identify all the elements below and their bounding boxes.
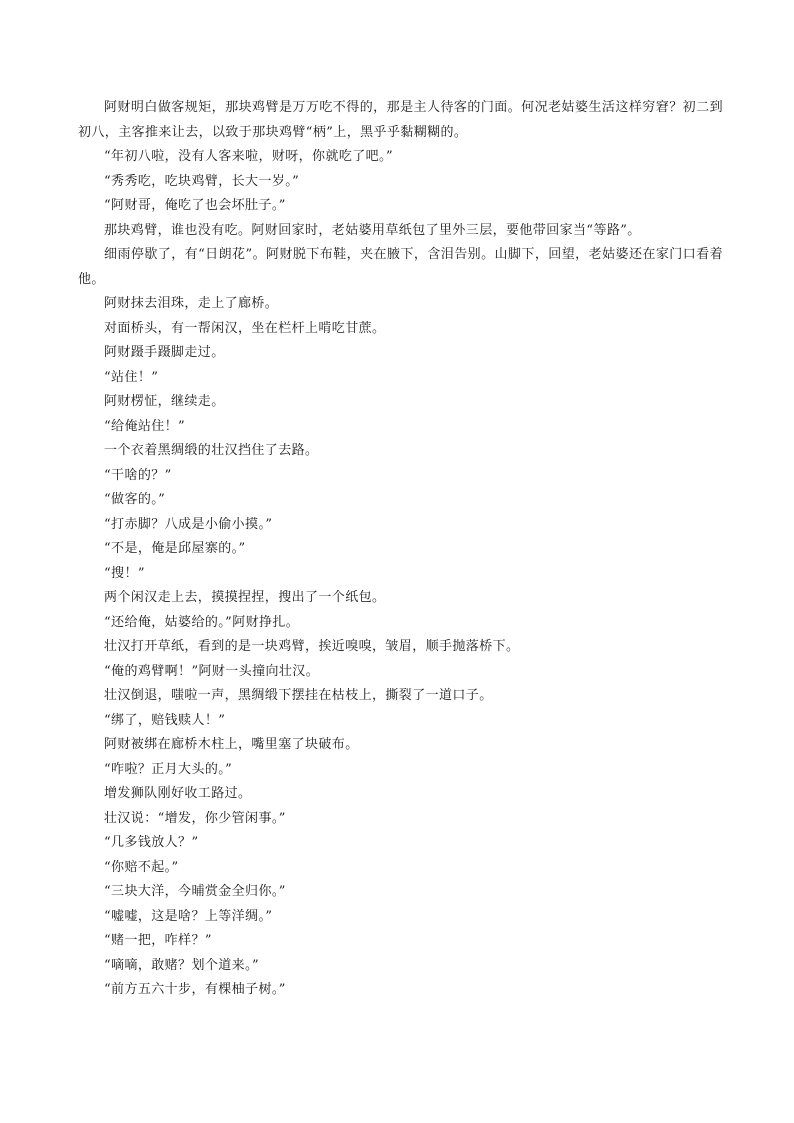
story-paragraph: “几多钱放人？” bbox=[104, 835, 199, 850]
story-paragraph: 那块鸡臂，谁也没有吃。阿财回家时，老姑婆用草纸包了里外三层，要他带回家当“等路”。 bbox=[104, 222, 641, 238]
story-paragraph: “前方五六十步，有棵柚子树。” bbox=[104, 982, 286, 997]
story-paragraph: 对面桥头，有一帮闲汉，坐在栏杆上啃吃甘蔗。 bbox=[104, 320, 386, 336]
story-paragraph: 阿财楞怔，继续走。 bbox=[104, 394, 225, 409]
story-paragraph: “年初八啦，没有人客来啦，财呀，你就吃了吧。” bbox=[104, 149, 393, 164]
story-paragraph: “不是，俺是邱屋寨的。” bbox=[104, 541, 246, 556]
story-paragraph: “三块大洋，今晡赏金全归你。” bbox=[104, 884, 286, 899]
story-paragraph: “还给俺，姑婆给的。”阿财挣扎。 bbox=[104, 614, 300, 630]
story-paragraph: 增发狮队刚好收工路过。 bbox=[104, 786, 252, 801]
story-paragraph: “嘘嘘，这是啥？上等洋绸。” bbox=[104, 908, 273, 924]
story-paragraph: “打赤脚？八成是小偷小摸。” bbox=[104, 516, 273, 532]
story-text bbox=[78, 96, 723, 1003]
story-paragraph: “咋啦？正月大头的。” bbox=[104, 761, 233, 777]
story-paragraph: “你赔不起。” bbox=[104, 859, 179, 875]
story-paragraph: “站住！” bbox=[104, 369, 159, 385]
story-paragraph: “赌一把，咋样？” bbox=[104, 933, 212, 948]
story-paragraph: 壮汉倒退，嗤啦一声，黑绸缎下摆挂在枯枝上，撕裂了一道口子。 bbox=[104, 688, 493, 703]
story-paragraph: “秀秀吃，吃块鸡臂，长大一岁。” bbox=[104, 173, 300, 189]
story-paragraph: 阿财被绑在廊桥木柱上，嘴里塞了块破布。 bbox=[104, 737, 359, 752]
story-paragraph: “做客的。” bbox=[104, 492, 166, 507]
story-paragraph: 细雨停歇了，有“日朗花”。阿财脱下布鞋，夹在腋下，含泪告别。山脚下，回望，老姑婆还在家门口看着他。 bbox=[78, 247, 723, 287]
story-paragraph: 阿财蹑手蹑脚走过。 bbox=[104, 345, 225, 360]
story-paragraph: “绑了，赔钱赎人！” bbox=[104, 712, 226, 728]
story-paragraph: 一个衣着黑绸缎的壮汉挡住了去路。 bbox=[104, 443, 319, 458]
story-paragraph: “干啥的？” bbox=[104, 467, 172, 483]
story-paragraph: “搜！” bbox=[104, 565, 145, 581]
story-paragraph: “嘀嘀，敢赌？划个道来。” bbox=[104, 957, 259, 973]
story-paragraph: “阿财哥，俺吃了也会坏肚子。” bbox=[104, 198, 286, 213]
story-paragraph: 壮汉说：“增发，你少管闲事。” bbox=[104, 810, 286, 826]
story-paragraph: 壮汉打开草纸，看到的是一块鸡臂，挨近嗅嗅，皱眉，顺手抛落桥下。 bbox=[104, 639, 520, 654]
story-paragraph: 两个闲汉走上去，摸摸捏捏，搜出了一个纸包。 bbox=[104, 590, 386, 605]
story-paragraph: “俺的鸡臂啊！”阿财一头撞向壮汉。 bbox=[104, 663, 320, 679]
story-paragraph: “给俺站住！” bbox=[104, 418, 186, 434]
story-paragraph: 阿财明白做客规矩，那块鸡臂是万万吃不得的，那是主人待客的门面。何况老姑婆生活这样穷窘？初二到初八，主客推来让去，以致于那块鸡臂“柄”上，黑乎乎黏糊糊的。 bbox=[78, 100, 723, 140]
story-paragraph: 阿财抹去泪珠，走上了廊桥。 bbox=[104, 296, 279, 311]
